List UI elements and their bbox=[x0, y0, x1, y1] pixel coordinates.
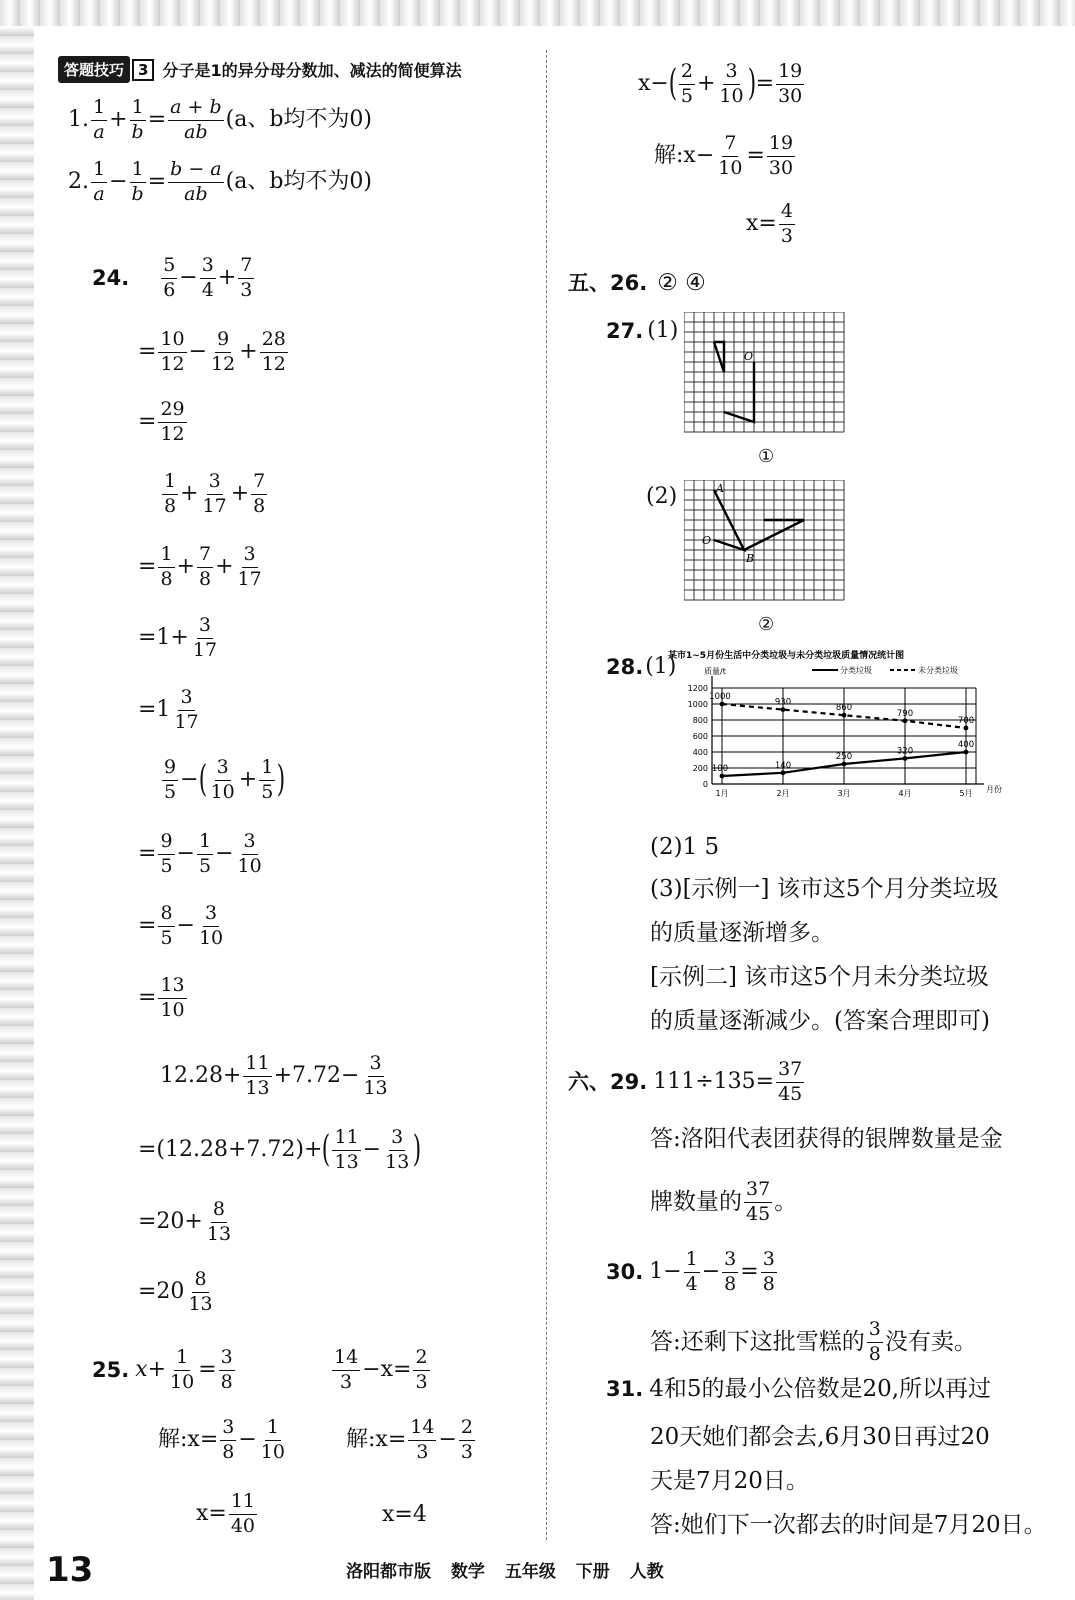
q24-step: =20 $\frac{8}{13}$ bbox=[138, 1268, 213, 1315]
q24-step: = $\frac{29}{12}$ bbox=[138, 398, 185, 445]
point-a-label: A bbox=[716, 482, 724, 495]
page-number: 13 bbox=[46, 1550, 94, 1590]
data-label: 140 bbox=[774, 760, 792, 771]
y-tick-label: 800 bbox=[692, 716, 708, 725]
fraction: $\frac{1}{a}$ bbox=[93, 96, 106, 143]
data-point bbox=[781, 770, 786, 775]
q28-part3-line4: 的质量逐渐减少。(答案合理即可) bbox=[650, 1008, 990, 1034]
y-tick-label: 1000 bbox=[687, 700, 708, 709]
q24-part3: $\frac{9}{5}$ − ( $\frac{3}{10}$ + $\frac{1}{5}$ ) bbox=[164, 756, 286, 803]
data-point bbox=[964, 726, 969, 731]
data-point bbox=[720, 702, 725, 707]
q24-step: =1 $\frac{3}{17}$ bbox=[138, 686, 199, 733]
q29-eq: 六、29. 111÷135= $\frac{37}{45}$ bbox=[568, 1058, 803, 1105]
q30-answer: 答:还剩下这批雪糕的 $\frac{3}{8}$ 没有卖。 bbox=[650, 1318, 977, 1365]
data-label: 930 bbox=[774, 697, 792, 708]
question-number: 六、29. bbox=[568, 1069, 648, 1094]
data-point bbox=[781, 707, 786, 712]
data-label: 250 bbox=[835, 752, 853, 762]
data-point bbox=[842, 713, 847, 718]
q31-line1: 31. 4和5的最小公倍数是20,所以再过 bbox=[606, 1376, 992, 1402]
q24-step: = $\frac{8}{5}$ − $\frac{3}{10}$ bbox=[138, 902, 224, 949]
legend-label: 未分类垃圾 bbox=[918, 666, 958, 675]
q31-line4: 答:她们下一次都去的时间是7月20日。 bbox=[650, 1512, 1047, 1538]
q27-shape-original bbox=[714, 342, 724, 372]
q24-part1: 24. $\frac{5}{6}$ − $\frac{3}{4}$ + $\frac{7}{3}$ bbox=[92, 254, 253, 301]
data-point bbox=[964, 750, 969, 755]
point-o-label: O bbox=[744, 350, 754, 363]
q28-part1-label: (1) bbox=[645, 654, 677, 679]
data-point bbox=[842, 762, 847, 767]
q27-head bbox=[606, 320, 678, 342]
q25-sol-a: 解:x= $\frac{3}{8}$ − $\frac{1}{10}$ bbox=[158, 1416, 285, 1463]
fraction: $\frac{b - a}{ab}$ bbox=[170, 158, 222, 205]
rule-note: (a、b均不为0) bbox=[225, 169, 373, 195]
tip-title: 分子是1的异分母分数加、减法的简便算法 bbox=[162, 61, 462, 80]
q25-ans-a: x= $\frac{11}{40}$ bbox=[196, 1490, 256, 1537]
q28-part2: (2)1 5 bbox=[650, 834, 720, 860]
q27-caption-1: ① bbox=[758, 446, 775, 467]
rule-note: (a、b均不为0) bbox=[225, 107, 373, 133]
tip-tag: 答题技巧 bbox=[58, 56, 130, 83]
q26 bbox=[568, 272, 706, 295]
q25-eq-a: 25. x+ $\frac{1}{10}$ = $\frac{3}{8}$ bbox=[92, 1346, 233, 1393]
q28-part3-line2: 的质量逐渐增多。 bbox=[650, 920, 834, 946]
question-number: 24. bbox=[92, 265, 130, 290]
q24-step: =20+ $\frac{8}{13}$ bbox=[138, 1198, 232, 1245]
q27-part1-label: (1) bbox=[647, 318, 679, 343]
data-label: 100 bbox=[711, 764, 729, 774]
page-decorative-edge bbox=[0, 0, 34, 1600]
q30-eq: 30. 1− $\frac{1}{4}$ − $\frac{3}{8}$ = $\frac{3}{8}$ bbox=[606, 1248, 775, 1295]
legend-label: 分类垃圾 bbox=[840, 666, 872, 675]
y-tick-label: 0 bbox=[702, 780, 708, 789]
q27-grid-1 bbox=[684, 312, 848, 442]
q29-answer-line1: 答:洛阳代表团获得的银牌数量是金 bbox=[650, 1126, 1003, 1152]
column-divider bbox=[546, 50, 547, 1540]
x-tick-label: 1月 bbox=[715, 789, 729, 798]
q24-part4: 12.28+ $\frac{11}{13}$ +7.72− $\frac{3}{13}$ bbox=[160, 1052, 388, 1099]
tip-rule-2: 2. $\frac{1}{a}$ − $\frac{1}{b}$ = $\frac{b - a}{ab}$ (a、b均不为0) bbox=[68, 158, 373, 205]
x-tick-label: 2月 bbox=[776, 789, 790, 798]
rule-label: 1. bbox=[68, 107, 89, 133]
data-label: 790 bbox=[896, 708, 914, 719]
q24-part2: $\frac{1}{8}$ + $\frac{3}{17}$ + $\frac{7}{8}$ bbox=[164, 470, 266, 517]
question-number: 27. bbox=[606, 318, 644, 343]
q27-caption-2: ② bbox=[758, 614, 775, 635]
data-label: 400 bbox=[957, 740, 975, 750]
x-tick-label: 5月 bbox=[959, 789, 973, 798]
q31-line2: 20天她们都会去,6月30日再过20 bbox=[650, 1424, 990, 1450]
q28-chart bbox=[664, 650, 1024, 819]
tip-number: 3 bbox=[132, 59, 154, 81]
question-number: 28. bbox=[606, 654, 644, 679]
q24-step: = $\frac{10}{12}$ − $\frac{9}{12}$ + $\frac{28}{12}$ bbox=[138, 328, 286, 375]
data-label: 1000 bbox=[709, 692, 731, 702]
q26-answer: ② ④ bbox=[657, 270, 706, 296]
q24-step: =1+ $\frac{3}{17}$ bbox=[138, 614, 218, 661]
chart-title: 某市1~5月份生活中分类垃圾与未分类垃圾质量情况统计图 bbox=[668, 651, 905, 661]
q25-sol-b: 解:x= $\frac{14}{3}$ − $\frac{2}{3}$ bbox=[346, 1416, 473, 1463]
q27-grid-2 bbox=[684, 480, 848, 610]
question-number: 25. bbox=[92, 1357, 130, 1382]
x-tick-label: 4月 bbox=[898, 789, 912, 798]
x-tick-label: 3月 bbox=[837, 789, 851, 798]
fraction: $\frac{1}{b}$ bbox=[131, 158, 144, 205]
chart-xlabel: 月份 bbox=[986, 785, 1002, 794]
point-o-label: O bbox=[702, 534, 712, 547]
tip-header bbox=[58, 56, 462, 83]
q24-step: = $\frac{1}{8}$ + $\frac{7}{8}$ + $\frac{3}{17}$ bbox=[138, 543, 262, 590]
data-point bbox=[903, 718, 908, 723]
data-label: 860 bbox=[835, 703, 853, 714]
question-number: 30. bbox=[606, 1259, 644, 1284]
q28-part3-line1: (3)[示例一] 该市这5个月分类垃圾 bbox=[650, 876, 999, 902]
y-tick-label: 1200 bbox=[687, 684, 708, 693]
question-number: 五、26. bbox=[568, 271, 648, 295]
q24-step: = $\frac{13}{10}$ bbox=[138, 974, 185, 1021]
q28-part3-line3: [示例二] 该市这5个月未分类垃圾 bbox=[650, 964, 989, 990]
q31-line3: 天是7月20日。 bbox=[650, 1468, 809, 1494]
q25-sol-c: 解:x− $\frac{7}{10}$ = $\frac{19}{30}$ bbox=[654, 132, 794, 179]
tip-rule-1: 1. $\frac{1}{a}$ + $\frac{1}{b}$ = $\frac{a + b}{ab}$ (a、b均不为0) bbox=[68, 96, 373, 143]
q24-step: = $\frac{9}{5}$ − $\frac{1}{5}$ − $\frac{3}{10}$ bbox=[138, 830, 262, 877]
fraction: $\frac{1}{a}$ bbox=[93, 158, 106, 205]
data-label: 700 bbox=[957, 716, 975, 726]
page-decorative-top-edge bbox=[0, 0, 1075, 26]
chart-ylabel: 质量/t bbox=[704, 667, 726, 676]
data-point bbox=[720, 774, 725, 779]
q29-answer-line2: 牌数量的 $\frac{37}{45}$ 。 bbox=[650, 1178, 798, 1225]
q24-step: =(12.28+7.72)+ ( $\frac{11}{13}$ − $\frac{3}{13}$ ) bbox=[138, 1126, 422, 1173]
y-tick-label: 400 bbox=[692, 748, 708, 757]
footer-text: 洛阳都市版 数学 五年级 下册 人教 bbox=[346, 1562, 664, 1582]
q27-part2-label: (2) bbox=[646, 484, 678, 509]
q25-ans-b: x=4 bbox=[382, 1502, 427, 1527]
question-number: 31. bbox=[606, 1377, 644, 1401]
fraction: $\frac{1}{b}$ bbox=[131, 96, 144, 143]
rule-label: 2. bbox=[68, 169, 89, 195]
point-b-label: B bbox=[746, 552, 755, 565]
q25-ans-c: x= $\frac{4}{3}$ bbox=[746, 200, 793, 247]
q25-eq-b: $\frac{14}{3}$ −x= $\frac{2}{3}$ bbox=[334, 1346, 428, 1393]
data-label: 320 bbox=[896, 746, 914, 757]
data-point bbox=[903, 756, 908, 761]
q25-eq-c: x− ( $\frac{2}{5}$ + $\frac{3}{10}$ ) = $\frac{19}{30}$ bbox=[638, 60, 803, 107]
line-chart-svg bbox=[664, 650, 1024, 815]
fraction: $\frac{a + b}{ab}$ bbox=[170, 96, 222, 143]
y-tick-label: 200 bbox=[692, 764, 708, 773]
y-tick-label: 600 bbox=[692, 732, 708, 741]
